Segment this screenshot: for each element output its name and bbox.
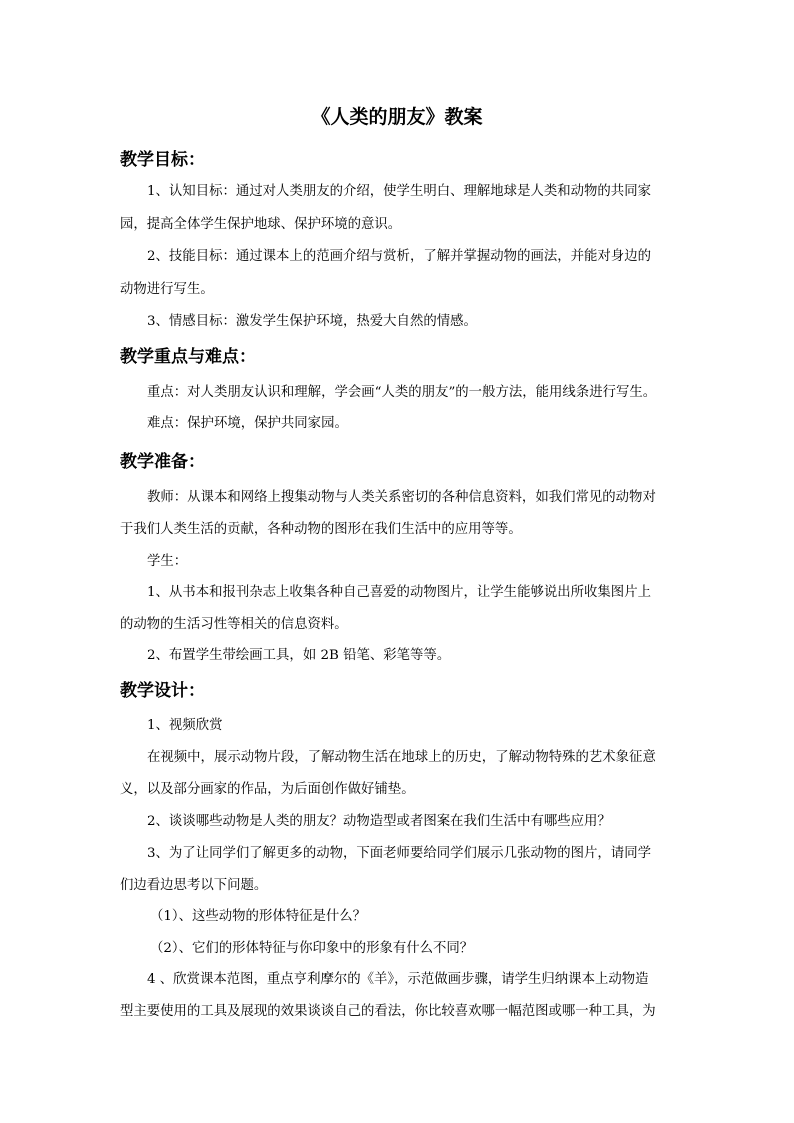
paragraph-line: 1、从书本和报刊杂志上收集各种自己喜爱的动物图片，让学生能够说出所收集图片上 — [147, 585, 651, 600]
paragraph-line: 学生： — [147, 554, 188, 569]
paragraph-line: 1、认知目标：通过对人类朋友的介绍，使学生明白、理解地球是人类和动物的共同家 — [147, 184, 651, 199]
heading-preparation: 教学准备： — [120, 452, 205, 472]
paragraph-line: 于我们人类生活的贡献，各种动物的图形在我们生活中的应用等等。 — [120, 522, 522, 537]
paragraph-line: （2）、它们的形体特征与你印象中的形象有什么不同？ — [150, 941, 474, 956]
paragraph-line: 2、技能目标：通过课本上的范画介绍与赏析，了解并掌握动物的画法，并能对身边的 — [147, 249, 651, 264]
heading-teaching-design: 教学设计： — [120, 681, 205, 701]
paragraph-line: 重点：对人类朋友认识和理解，学会画“人类的朋友”的一般方法，能用线条进行写生。 — [147, 385, 657, 400]
paragraph-line: 在视频中，展示动物片段，了解动物生活在地球上的历史，了解动物特殊的艺术象征意 — [147, 750, 656, 765]
paragraph-line: 3、为了让同学们了解更多的动物，下面老师要给同学们展示几张动物的图片，请同学 — [147, 846, 651, 861]
paragraph-line: 型主要使用的工具及展现的效果谈谈自己的看法，你比较喜欢哪一幅范图或哪一种工具，为 — [120, 1004, 656, 1019]
paragraph-line: 动物进行写生。 — [120, 282, 214, 297]
heading-key-points: 教学重点与难点： — [120, 347, 256, 367]
paragraph-line: 难点：保护环境，保护共同家园。 — [147, 416, 348, 431]
paragraph-line: 义，以及部分画家的作品，为后面创作做好铺垫。 — [120, 782, 415, 797]
paragraph-line: 园，提高全体学生保护地球、保护环境的意识。 — [120, 217, 402, 232]
paragraph-line: 3、情感目标：激发学生保护环境，热爱大自然的情感。 — [147, 314, 477, 329]
paragraph-line: 教师：从课本和网络上搜集动物与人类关系密切的各种信息资料，如我们常见的动物对 — [147, 490, 656, 505]
paragraph-line: （1）、这些动物的形体特征是什么？ — [150, 909, 367, 924]
document-title: 《人类的朋友》教案 — [311, 106, 483, 128]
paragraph-line: 的动物的生活习性等相关的信息资料。 — [120, 617, 348, 632]
paragraph-line: 2、布置学生带绘画工具，如 2B 铅笔、彩笔等等。 — [147, 648, 451, 663]
paragraph-line: 4 、欣赏课本范图，重点亨利摩尔的《羊》，示范做画步骤，请学生归纳课本上动物造 — [147, 972, 649, 987]
heading-teaching-objectives: 教学目标： — [120, 150, 205, 170]
paragraph-line: 1、视频欣赏 — [147, 718, 223, 733]
paragraph-line: 2、谈谈哪些动物是人类的朋友？动物造型或者图案在我们生活中有哪些应用？ — [147, 814, 611, 829]
paragraph-line: 们边看边思考以下问题。 — [120, 878, 268, 893]
